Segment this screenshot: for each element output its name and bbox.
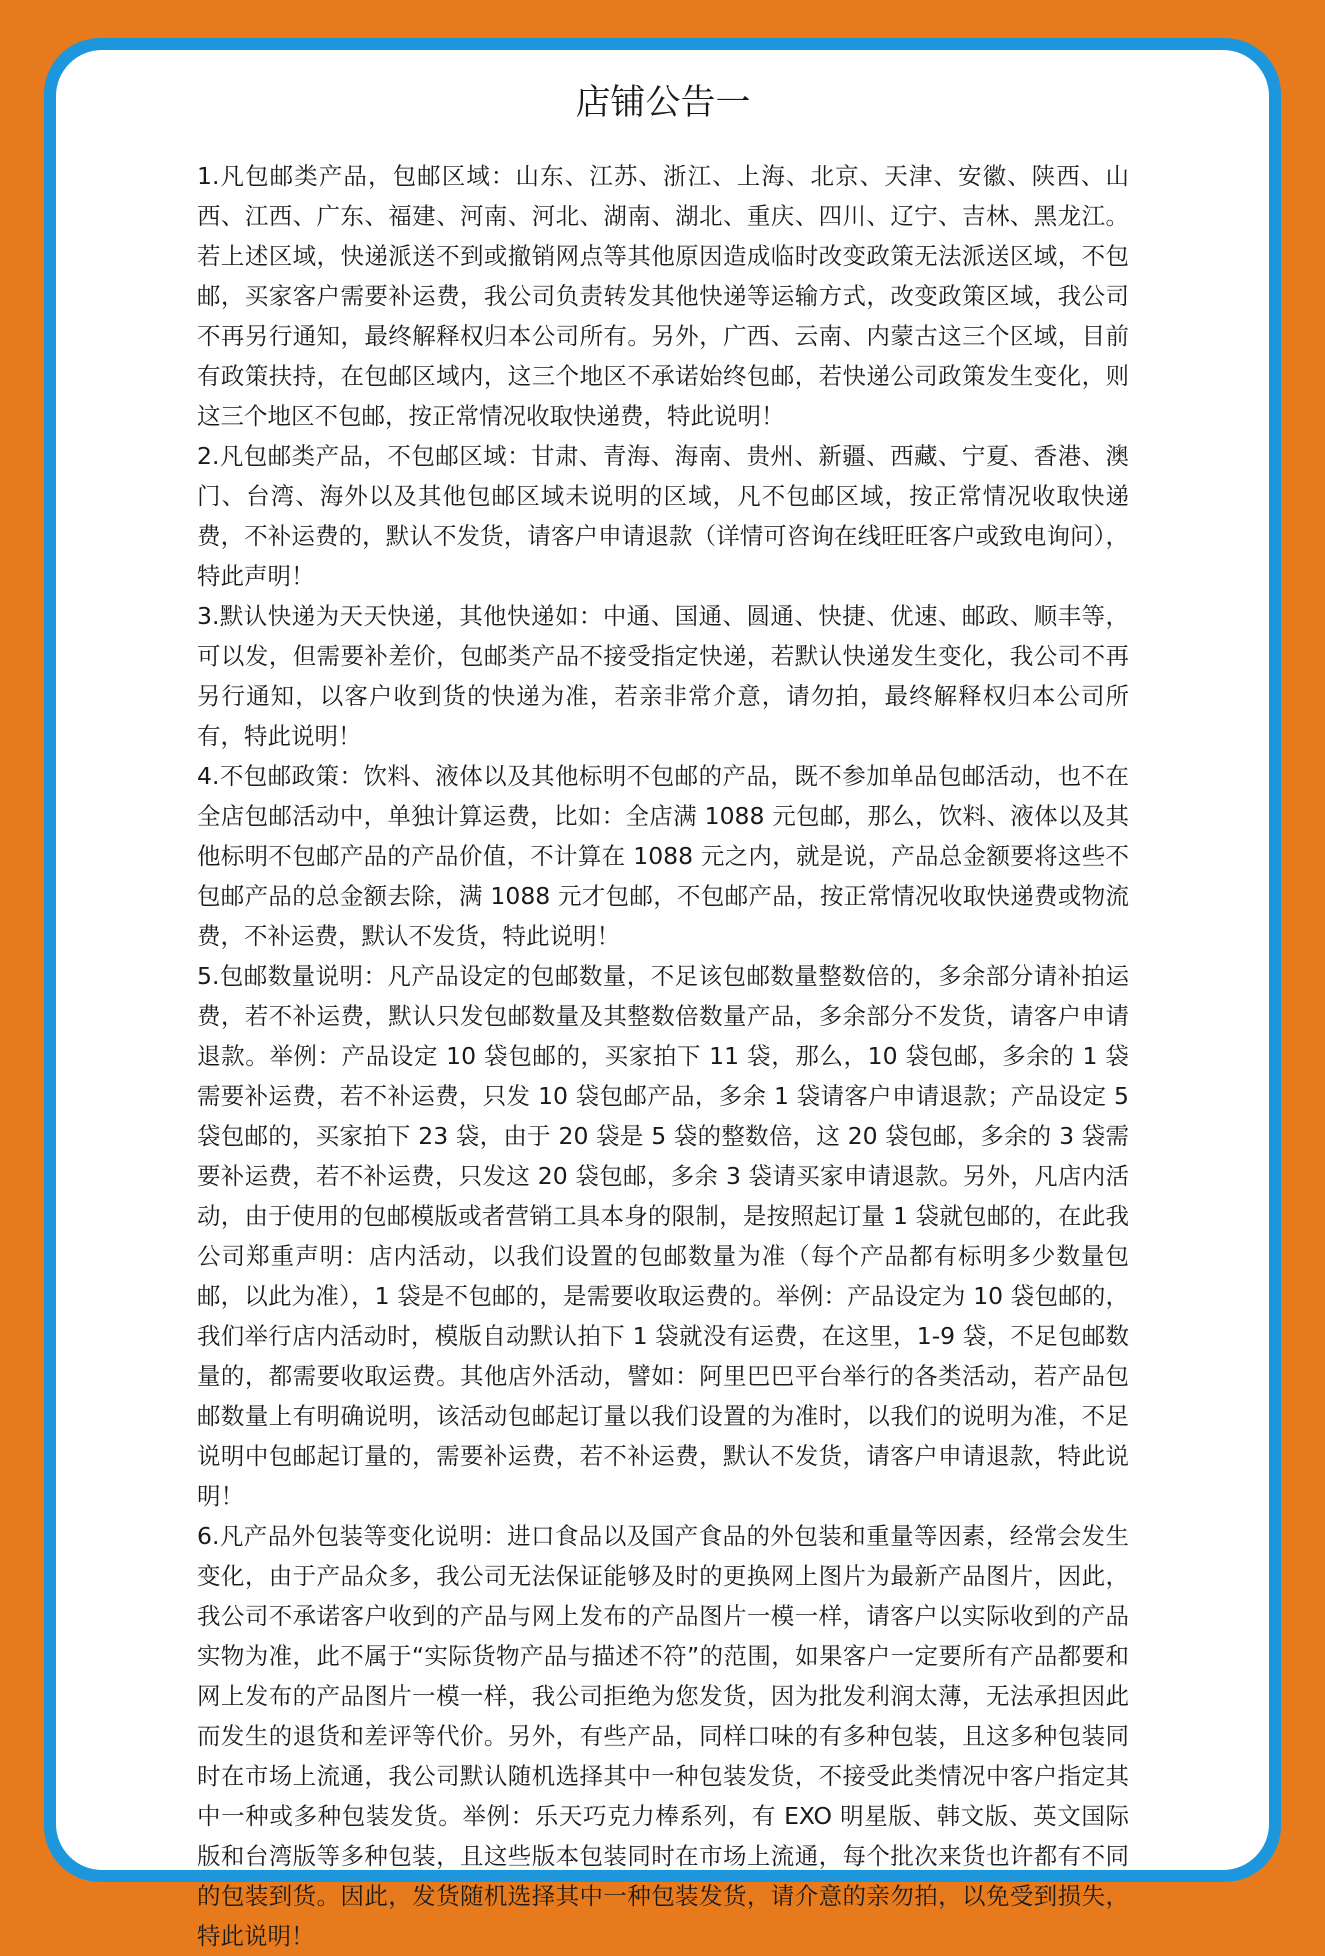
notice-title: 店铺公告一 [575,83,751,123]
notice-card [56,50,1269,1950]
notice-paragraph-list [197,156,1129,1956]
notice-paragraph-2: 2.凡包邮类产品，不包邮区域：甘肃、青海、海南、贵州、新疆、西藏、宁夏、香港、澳门、台湾、海外以及其他包邮区域未说明的区域，凡不包邮区域，按正常情况收取快递费，不补运费的，默认不发货，请客户申请退款（详情可咨询在线旺旺客户或致电询问），特此声明！ [197,442,1129,590]
notice-paragraph-5: 5.包邮数量说明：凡产品设定的包邮数量，不足该包邮数量整数倍的，多余部分请补拍运费，若不补运费，默认只发包邮数量及其整数倍数量产品，多余部分不发货，请客户申请退款。举例：产品设定 10 袋包邮的，买家拍下 11 袋，那么，10 袋包邮，多余的 1 袋需要补运费，若不补运费，只发 10 袋包邮产品，多余 1 袋请客户申请退款；产品设定 5 袋包邮的，买家拍下 23 袋，由于 20 袋是 5 袋的整数倍，这 20 袋包邮，多余的 3 袋需要补运费，若不补运费，只发这 20 袋包邮，多余 3 袋请买家申请退款。另外，凡店内活动，由于使用的包邮模版或者营销工具本身的限制，是按照起订量 1 袋就包邮的，在此我公司郑重声明：店内活动，以我们设置的包邮数量为准（每个产品都有标明多少数量包邮，以此为准），1 袋是不包邮的，是需要收取运费的。举例：产品设定为 10 袋包邮的，我们举行店内活动时，模版自动默认拍下 1 袋就没有运费，在这里，1-9 袋，不足包邮数量的，都需要收取运费。其他店外活动，譬如：阿里巴巴平台举行的各类活动，若产品包邮数量上有明确说明，该活动包邮起订量以我们设置的为准时，以我们的说明为准，不足说明中包邮起订量的，需要补运费，若不补运费，默认不发货，请客户申请退款，特此说明！ [197,962,1129,1510]
notice-paragraph-1: 1.凡包邮类产品，包邮区域：山东、江苏、浙江、上海、北京、天津、安徽、陕西、山西、江西、广东、福建、河南、河北、湖南、湖北、重庆、四川、辽宁、吉林、黑龙江。若上述区域，快递派送不到或撤销网点等其他原因造成临时改变政策无法派送区域，不包邮，买家客户需要补运费，我公司负责转发其他快递等运输方式，改变政策区域，我公司不再另行通知，最终解释权归本公司所有。另外，广西、云南、内蒙古这三个区域，目前有政策扶持，在包邮区域内，这三个地区不承诺始终包邮，若快递公司政策发生变化，则这三个地区不包邮，按正常情况收取快递费，特此说明！ [197,162,1129,430]
notice-paragraph-4: 4.不包邮政策：饮料、液体以及其他标明不包邮的产品，既不参加单品包邮活动，也不在全店包邮活动中，单独计算运费，比如：全店满 1088 元包邮，那么，饮料、液体以及其他标明不包邮产品的产品价值，不计算在 1088 元之内，就是说，产品总金额要将这些不包邮产品的总金额去除，满 1088 元才包邮，不包邮产品，按正常情况收取快递费或物流费，不补运费，默认不发货，特此说明！ [197,762,1129,950]
notice-paragraph-6: 6.凡产品外包装等变化说明：进口食品以及国产食品的外包装和重量等因素，经常会发生变化，由于产品众多，我公司无法保证能够及时的更换网上图片为最新产品图片，因此，我公司不承诺客户收到的产品与网上发布的产品图片一模一样，请客户以实际收到的产品实物为准，此不属于“实际货物产品与描述不符”的范围，如果客户一定要所有产品都要和网上发布的产品图片一模一样，我公司拒绝为您发货，因为批发利润太薄，无法承担因此而发生的退货和差评等代价。另外，有些产品，同样口味的有多种包装，且这多种包装同时在市场上流通，我公司默认随机选择其中一种包装发货，不接受此类情况中客户指定其中一种或多种包装发货。举例：乐天巧克力棒系列，有 EXO 明星版、韩文版、英文国际版和台湾版等多种包装，且这些版本包装同时在市场上流通，每个批次来货也许都有不同的包装到货。因此，发货随机选择其中一种包装发货，请介意的亲勿拍，以免受到损失，特此说明！ [197,1522,1129,1950]
notice-paragraph-3: 3.默认快递为天天快递，其他快递如：中通、国通、圆通、快捷、优速、邮政、顺丰等，可以发，但需要补差价，包邮类产品不接受指定快递，若默认快递发生变化，我公司不再另行通知，以客户收到货的快递为准，若亲非常介意，请勿拍，最终解释权归本公司所有，特此说明！ [197,602,1129,750]
